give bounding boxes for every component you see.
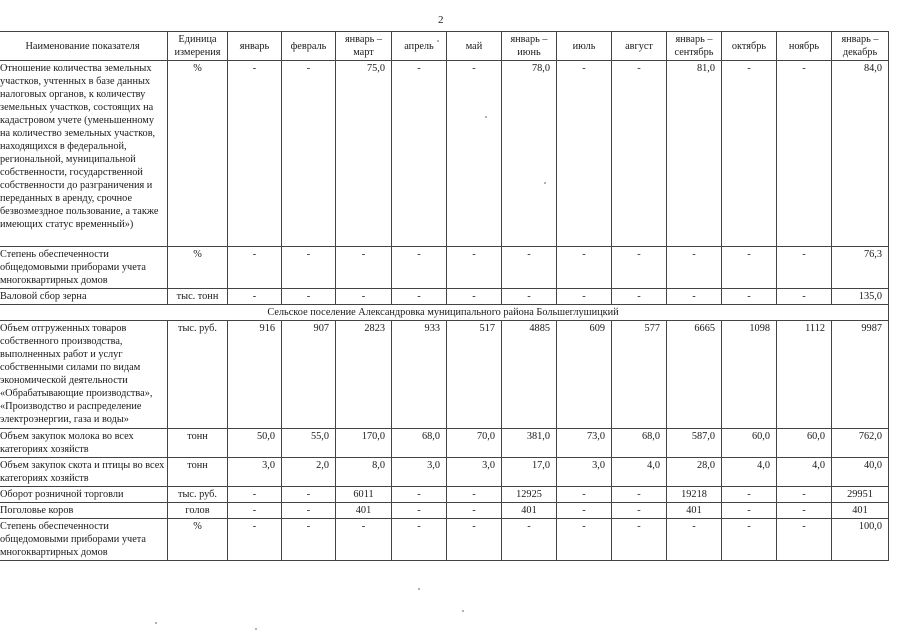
scan-speck (155, 622, 157, 624)
table-row (0, 429, 889, 458)
indicator-unit: % (168, 61, 228, 247)
indicator-value: - (667, 247, 722, 289)
indicator-value: - (392, 487, 447, 503)
scan-speck (255, 628, 257, 630)
indicator-value: - (282, 289, 336, 305)
indicator-value: - (557, 519, 612, 561)
table-row (0, 503, 889, 519)
table-row (0, 289, 889, 305)
column-header-unit: Единица измерения (168, 32, 228, 61)
indicator-value: 17,0 (502, 458, 557, 487)
indicator-value: 907 (282, 321, 336, 429)
indicator-value: 4,0 (612, 458, 667, 487)
column-header-period: август (612, 32, 667, 61)
indicator-value: - (612, 247, 667, 289)
column-header-period: январь – декабрь (832, 32, 889, 61)
indicator-value: - (612, 487, 667, 503)
indicator-value: - (392, 247, 447, 289)
column-header-period: октябрь (722, 32, 777, 61)
indicators-table (0, 31, 889, 561)
table-row (0, 458, 889, 487)
indicator-value: - (722, 61, 777, 247)
indicator-value: 577 (612, 321, 667, 429)
scan-speck (485, 116, 487, 118)
indicator-value: - (228, 247, 282, 289)
indicator-value: 8,0 (336, 458, 392, 487)
section-title: Сельское поселение Александровка муниципального района Большеглушицкий (0, 305, 889, 321)
indicator-value: - (557, 247, 612, 289)
indicator-value: - (392, 503, 447, 519)
indicator-value: - (777, 247, 832, 289)
column-header-period: январь – сентябрь (667, 32, 722, 61)
indicator-value: - (777, 519, 832, 561)
indicator-value: 55,0 (282, 429, 336, 458)
indicator-value: 135,0 (832, 289, 889, 305)
scan-speck (437, 40, 439, 42)
indicator-name: Объем отгруженных товаров собственного производства, выполненных работ и услуг собственными силами по видам экономической деятельности «Обрабатывающие производства», «Производство и распределение электроэнергии, газа и воды» (0, 321, 168, 429)
indicator-value: 933 (392, 321, 447, 429)
indicator-value: 78,0 (502, 61, 557, 247)
indicator-value: 3,0 (557, 458, 612, 487)
indicator-name: Объем закупок молока во всех категориях хозяйств (0, 429, 168, 458)
indicator-value: 73,0 (557, 429, 612, 458)
indicator-value: - (777, 487, 832, 503)
indicator-name: Оборот розничной торговли (0, 487, 168, 503)
report-sheet (0, 31, 905, 571)
indicator-value: 81,0 (667, 61, 722, 247)
indicator-value: - (447, 61, 502, 247)
indicator-unit: тонн (168, 429, 228, 458)
indicator-value: 68,0 (612, 429, 667, 458)
indicator-value: - (228, 487, 282, 503)
indicator-value: - (722, 503, 777, 519)
indicator-value: - (557, 289, 612, 305)
indicator-value: 28,0 (667, 458, 722, 487)
indicator-value: 170,0 (336, 429, 392, 458)
indicator-value: - (228, 61, 282, 247)
indicator-value: 70,0 (447, 429, 502, 458)
indicator-value: 84,0 (832, 61, 889, 247)
indicator-value: 75,0 (336, 61, 392, 247)
indicator-name: Поголовье коров (0, 503, 168, 519)
indicator-value: 100,0 (832, 519, 889, 561)
indicator-value: 3,0 (392, 458, 447, 487)
indicator-value: 3,0 (447, 458, 502, 487)
indicator-value: 19218 (667, 487, 722, 503)
indicator-value: 3,0 (228, 458, 282, 487)
column-header-period: ноябрь (777, 32, 832, 61)
indicator-value: 401 (502, 503, 557, 519)
indicator-value: 401 (832, 503, 889, 519)
indicator-value: - (392, 61, 447, 247)
scan-speck (418, 588, 420, 590)
indicator-value: 587,0 (667, 429, 722, 458)
table-row (0, 519, 889, 561)
table-row (0, 247, 889, 289)
indicator-value: 4885 (502, 321, 557, 429)
indicator-value: 1098 (722, 321, 777, 429)
page-number: 2 (438, 14, 444, 26)
indicator-value: 916 (228, 321, 282, 429)
indicator-name: Степень обеспеченности общедомовыми приборами учета многоквартирных домов (0, 519, 168, 561)
indicator-value: 40,0 (832, 458, 889, 487)
scan-speck (462, 610, 464, 612)
indicator-value: - (557, 61, 612, 247)
indicator-value: 517 (447, 321, 502, 429)
indicator-name: Объем закупок скота и птицы во всех категориях хозяйств (0, 458, 168, 487)
indicator-value: - (722, 289, 777, 305)
section-row (0, 305, 889, 321)
scan-speck (544, 182, 546, 184)
indicator-value: - (336, 247, 392, 289)
indicator-value: - (667, 289, 722, 305)
indicator-value: - (667, 519, 722, 561)
indicator-value: - (612, 519, 667, 561)
indicator-value: - (722, 487, 777, 503)
indicator-value: - (282, 61, 336, 247)
indicator-value: 4,0 (777, 458, 832, 487)
indicator-value: - (228, 519, 282, 561)
indicator-unit: тыс. руб. (168, 487, 228, 503)
indicator-value: - (777, 61, 832, 247)
table-row (0, 487, 889, 503)
indicator-unit: % (168, 519, 228, 561)
indicator-unit: % (168, 247, 228, 289)
indicator-value: - (336, 289, 392, 305)
indicator-value: - (282, 519, 336, 561)
column-header-period: февраль (282, 32, 336, 61)
indicator-value: - (557, 487, 612, 503)
indicator-value: 2,0 (282, 458, 336, 487)
column-header-period: май (447, 32, 502, 61)
indicator-name: Валовой сбор зерна (0, 289, 168, 305)
indicator-value: - (447, 289, 502, 305)
indicator-value: - (777, 289, 832, 305)
indicator-value: 381,0 (502, 429, 557, 458)
column-header-period: апрель (392, 32, 447, 61)
indicator-value: 4,0 (722, 458, 777, 487)
indicator-value: - (336, 519, 392, 561)
indicator-unit: тыс. тонн (168, 289, 228, 305)
indicator-value: - (447, 487, 502, 503)
table-row (0, 61, 889, 247)
indicator-value: - (612, 289, 667, 305)
indicator-value: 60,0 (777, 429, 832, 458)
indicator-value: - (777, 503, 832, 519)
indicator-value: - (228, 289, 282, 305)
indicator-value: 29951 (832, 487, 889, 503)
indicator-value: 68,0 (392, 429, 447, 458)
indicator-name: Отношение количества земельных участков, учтенных в базе данных налоговых органов, к количеству земельных участков, состоящих на кадастровом учете (уменьшенному на количество земельных участков, находящихся в федеральной, региональной, муниципальной собственности, государственной собственности до разграничения и переданных в аренду, срочное безвозмездное пользование, а также имеющих статус временный») (0, 61, 168, 247)
indicator-value: - (447, 503, 502, 519)
indicator-value: - (502, 519, 557, 561)
indicator-value: - (722, 247, 777, 289)
indicator-value: 60,0 (722, 429, 777, 458)
indicator-value: 50,0 (228, 429, 282, 458)
indicator-value: - (392, 519, 447, 561)
indicator-value: - (228, 503, 282, 519)
column-header-name: Наименование показателя (0, 32, 168, 61)
indicator-value: 401 (667, 503, 722, 519)
indicator-value: 9987 (832, 321, 889, 429)
indicator-value: - (392, 289, 447, 305)
indicator-value: 2823 (336, 321, 392, 429)
indicator-value: - (502, 289, 557, 305)
indicator-value: - (447, 247, 502, 289)
indicator-value: 762,0 (832, 429, 889, 458)
indicator-unit: тыс. руб. (168, 321, 228, 429)
indicator-unit: голов (168, 503, 228, 519)
indicator-value: 6665 (667, 321, 722, 429)
table-header-row (0, 32, 889, 61)
indicator-value: - (282, 503, 336, 519)
indicator-value: 12925 (502, 487, 557, 503)
indicator-value: - (502, 247, 557, 289)
indicator-value: - (282, 487, 336, 503)
indicator-value: 76,3 (832, 247, 889, 289)
indicator-value: - (612, 503, 667, 519)
column-header-period: январь – июнь (502, 32, 557, 61)
indicator-value: - (722, 519, 777, 561)
indicator-value: - (447, 519, 502, 561)
column-header-period: январь (228, 32, 282, 61)
indicator-value: - (557, 503, 612, 519)
indicator-value: 6011 (336, 487, 392, 503)
indicator-value: - (282, 247, 336, 289)
indicator-name: Степень обеспеченности общедомовыми приборами учета многоквартирных домов (0, 247, 168, 289)
indicator-unit: тонн (168, 458, 228, 487)
column-header-period: январь – март (336, 32, 392, 61)
indicator-value: 1112 (777, 321, 832, 429)
indicator-value: - (612, 61, 667, 247)
table-row (0, 321, 889, 429)
indicator-value: 609 (557, 321, 612, 429)
indicator-value: 401 (336, 503, 392, 519)
column-header-period: июль (557, 32, 612, 61)
